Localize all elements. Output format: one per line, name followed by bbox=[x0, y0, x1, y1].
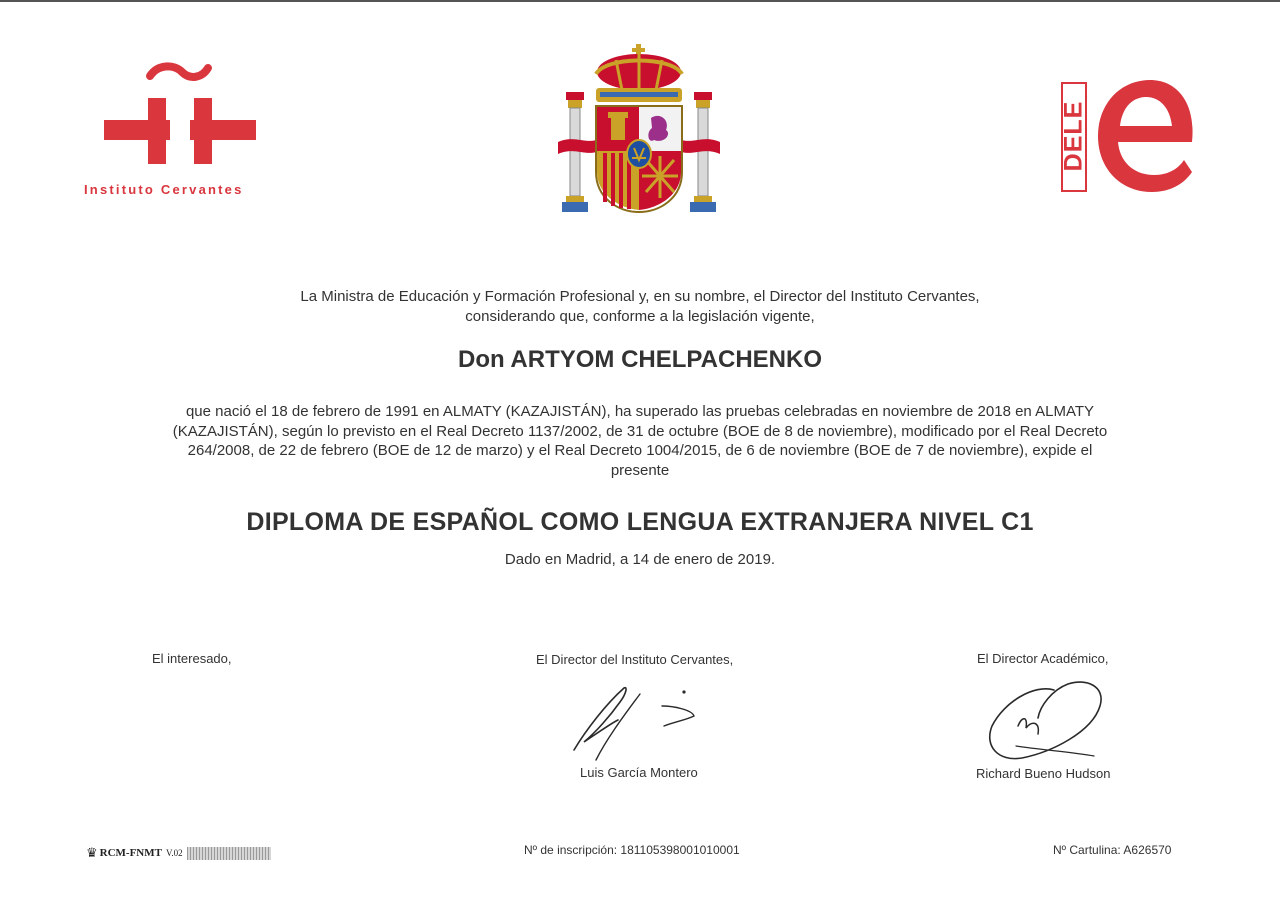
crown-icon: ♛ bbox=[86, 845, 98, 860]
instituto-cervantes-wordmark: Instituto Cervantes bbox=[84, 182, 244, 197]
director-signature bbox=[566, 680, 706, 762]
academic-director-name: Richard Bueno Hudson bbox=[976, 766, 1111, 781]
certification-paragraph: que nació el 18 de febrero de 1991 en ALMATY (KAZAJISTÁN), ha superado las pruebas celebradas en noviembre de 2018 en ALMATY (KAZAJISTÁN), según lo previsto en el Real Decreto 1137/2002, de 31 de octubre (BOE de 8 de noviembre), modificado por el Real Decreto 264/2008, de 22 de febrero (BOE de 12 de marzo) y el Real Decreto 1004/2015, de 6 de noviembre (BOE de 7 de noviembre), expide el presente bbox=[172, 403, 1108, 479]
instituto-cervantes-emblem-icon bbox=[104, 62, 256, 168]
academic-director-signature bbox=[982, 676, 1108, 766]
instituto-cervantes-logo bbox=[80, 62, 280, 202]
card-number: Nº Cartulina: A626570 bbox=[1053, 843, 1172, 857]
top-border bbox=[0, 0, 1280, 2]
interested-label: El interesado, bbox=[152, 651, 232, 666]
recipient-name: Don ARTYOM CHELPACHENKO bbox=[458, 346, 822, 373]
registration-number: Nº de inscripción: 181105398001010001 bbox=[524, 843, 740, 857]
spain-coat-of-arms bbox=[556, 42, 724, 217]
intro-paragraph: La Ministra de Educación y Formación Profesional y, en su nombre, el Director del Instituto Cervantes, considerando que, conforme a la legislación vigente, bbox=[300, 288, 980, 325]
dele-logo bbox=[1058, 76, 1203, 196]
dele-e-icon bbox=[1092, 76, 1196, 194]
coat-of-arms-icon bbox=[556, 42, 724, 217]
issue-date: Dado en Madrid, a 14 de enero de 2019. bbox=[504, 551, 776, 568]
academic-director-label: El Director Académico, bbox=[977, 651, 1109, 666]
fnmt-mark bbox=[86, 845, 271, 861]
fnmt-label: RCM-FNMT bbox=[99, 847, 162, 859]
director-name: Luis García Montero bbox=[580, 765, 698, 780]
director-label: El Director del Instituto Cervantes, bbox=[536, 652, 734, 667]
security-microprint bbox=[187, 847, 271, 860]
diploma-title: DIPLOMA DE ESPAÑOL COMO LENGUA EXTRANJERA NIVEL C1 bbox=[246, 508, 1034, 536]
dele-wordmark: DELE bbox=[1059, 100, 1088, 172]
fnmt-version: V.02 bbox=[165, 848, 183, 858]
